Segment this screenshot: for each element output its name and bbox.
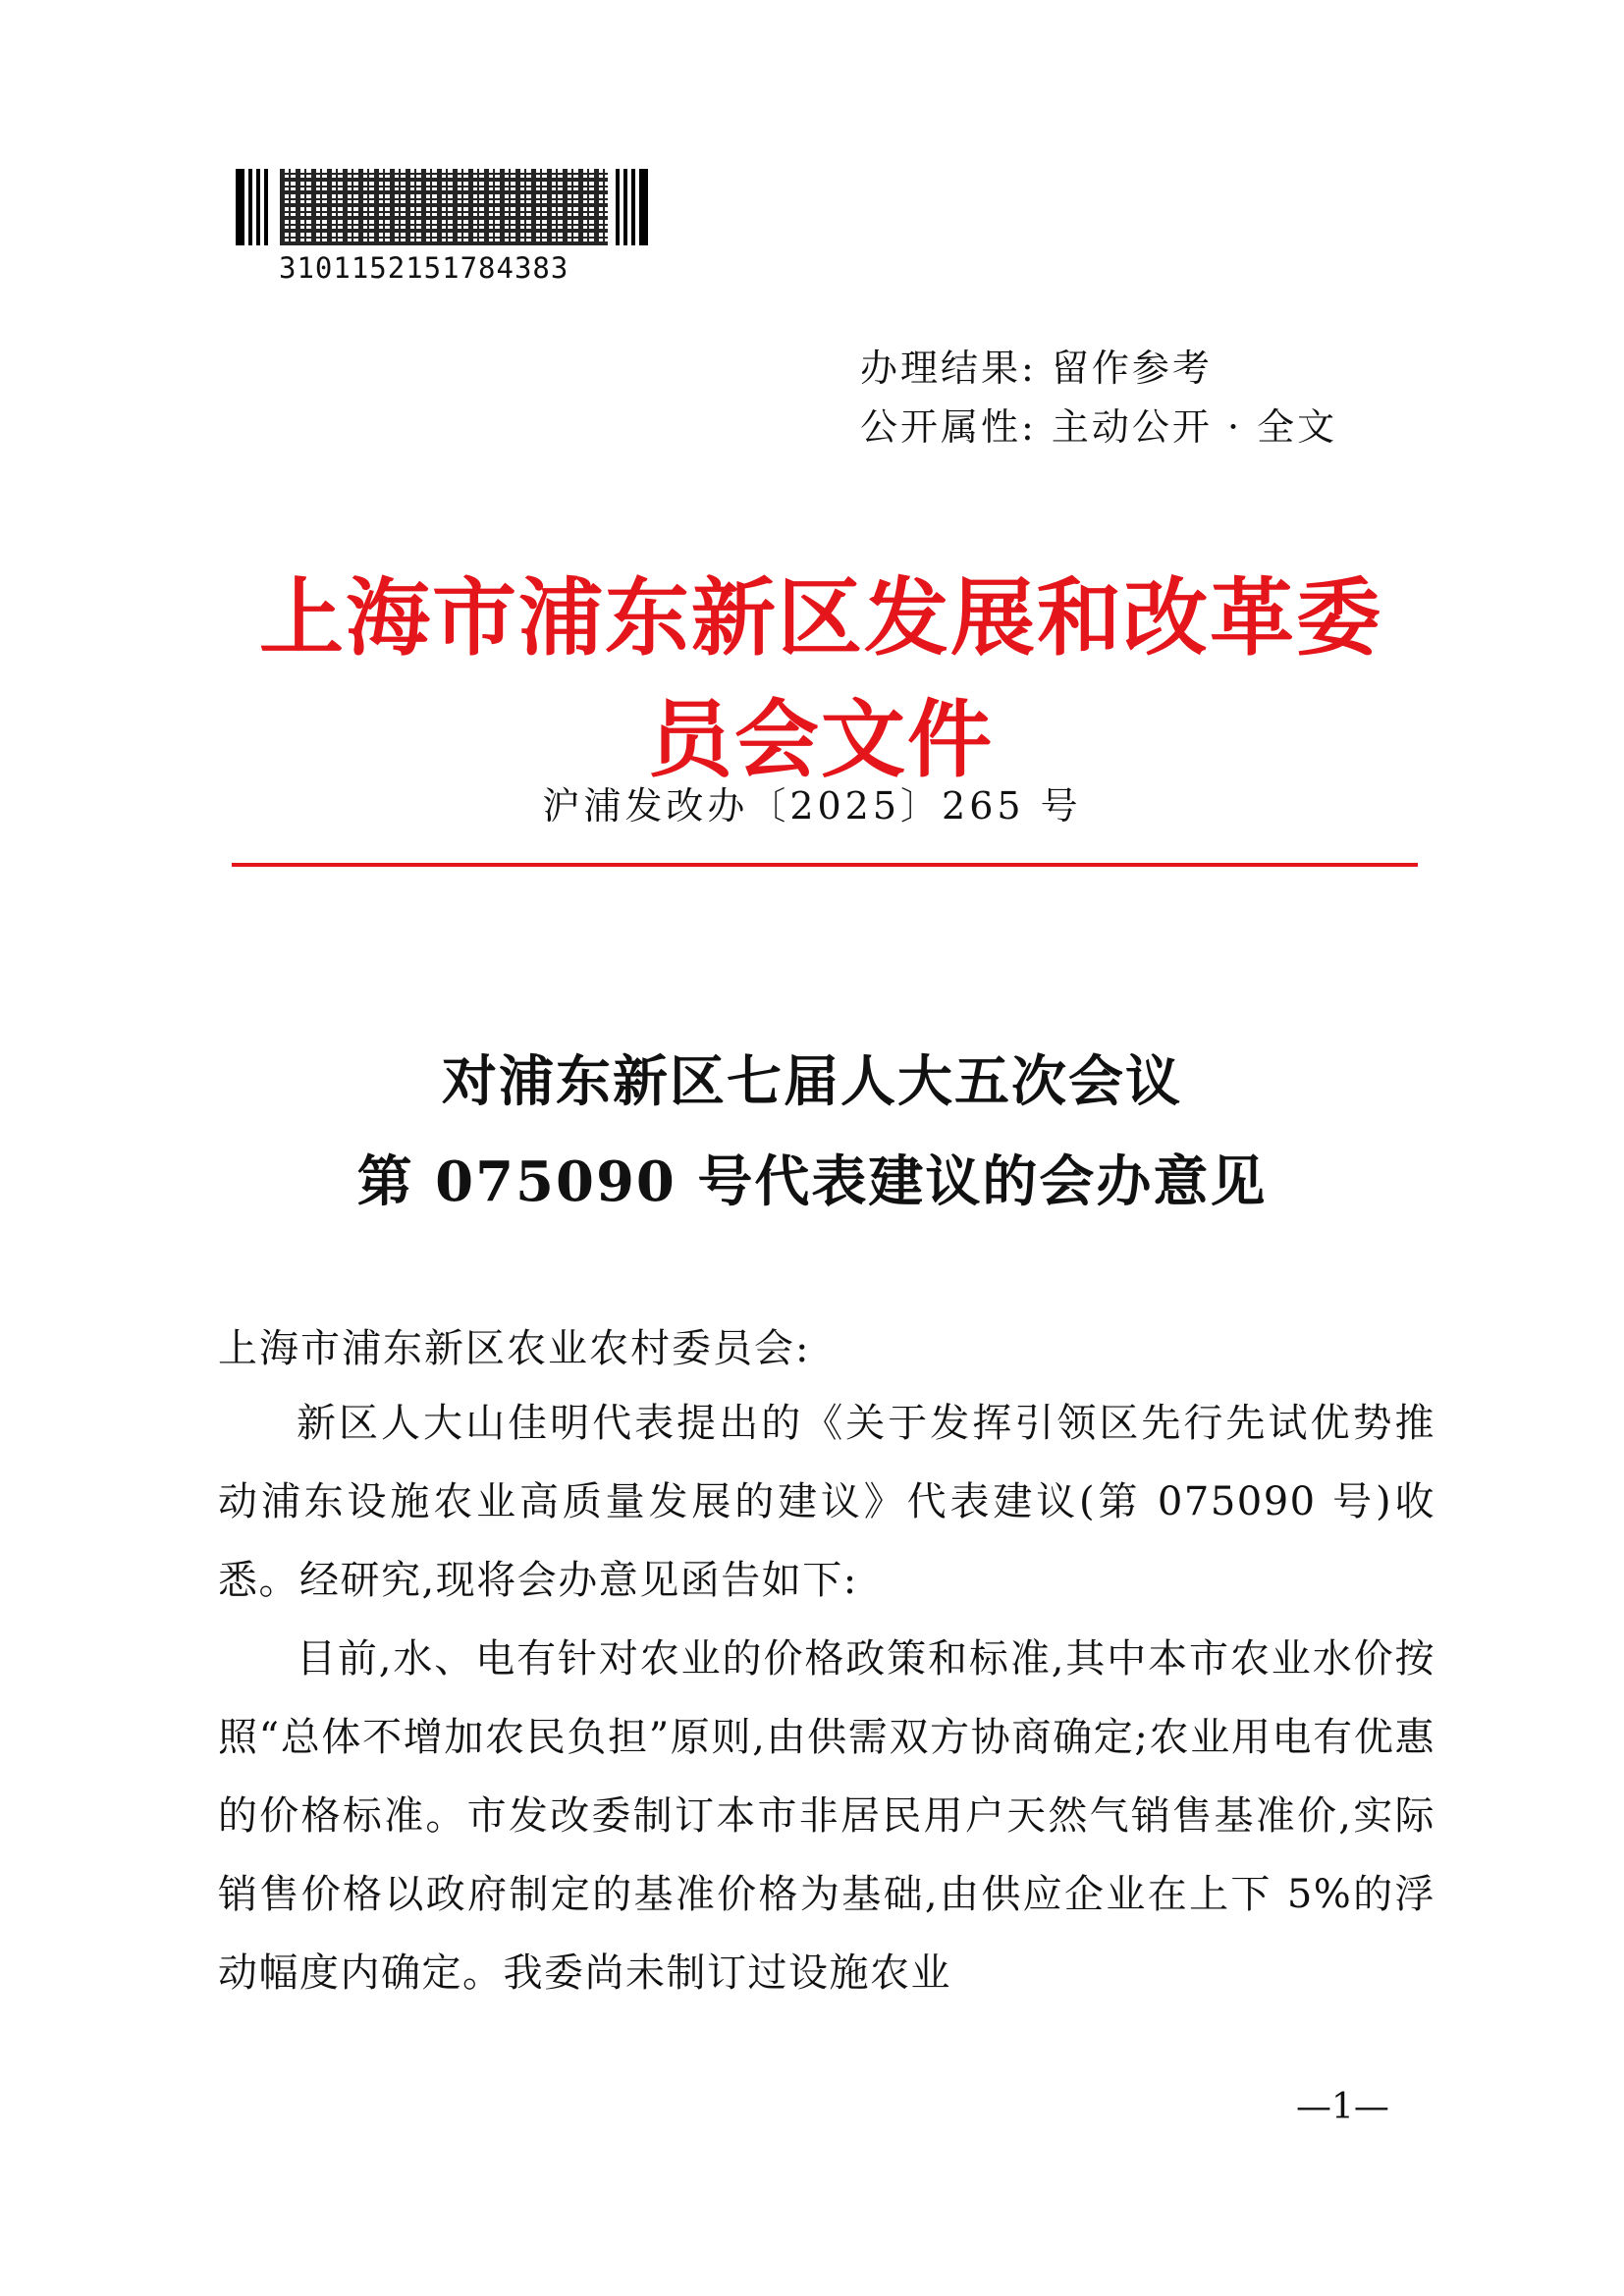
barcode-end-bars bbox=[616, 169, 648, 245]
handling-result-label: 办理结果: bbox=[860, 347, 1037, 390]
addressee: 上海市浦东新区农业农村委员会: bbox=[218, 1326, 811, 1371]
barcode-start-bars bbox=[236, 169, 272, 245]
body-paragraph-1: 新区人大山佳明代表提出的《关于发挥引领区先行先试优势推动浦东设施农业高质量发展的建议》代表建议(第 075090 号)收悉。经研究,现将会办意见函告如下: bbox=[218, 1401, 1435, 1603]
page-number: —1— bbox=[1296, 2087, 1389, 2127]
body-paragraph-2: 目前,水、电有针对农业的价格政策和标准,其中本市农业水价按照“总体不增加农民负担”原则,由供需双方协商确定;农业用电有优惠的价格标准。市发改委制订本市非居民用户天然气销售基准价,实际销售价格以政府制定的基准价格为基础,由供应企业在上下 5%的浮动幅度内确定。我委尚未制订过设施农业 bbox=[218, 1636, 1435, 1996]
barcode-pattern bbox=[280, 169, 608, 245]
issuing-organization-title: 上海市浦东新区发展和改革委员会文件 bbox=[259, 568, 1382, 789]
document-title-line-2: 第 075090 号代表建议的会办意见 bbox=[356, 1149, 1268, 1214]
handling-result-value: 留作参考 bbox=[1051, 347, 1213, 390]
red-divider-line bbox=[232, 863, 1418, 867]
document-number: 沪浦发改办〔2025〕265 号 bbox=[542, 784, 1082, 828]
document-title-line-1: 对浦东新区七届人大五次会议 bbox=[442, 1049, 1182, 1114]
disclosure-line bbox=[860, 397, 1337, 451]
disclosure-label: 公开属性: bbox=[860, 405, 1037, 449]
disclosure-value: 主动公开 · 全文 bbox=[1051, 405, 1338, 449]
barcode-image bbox=[236, 169, 648, 245]
handling-result-line bbox=[860, 338, 1213, 392]
barcode-number: 3101152151784383 bbox=[279, 251, 569, 285]
